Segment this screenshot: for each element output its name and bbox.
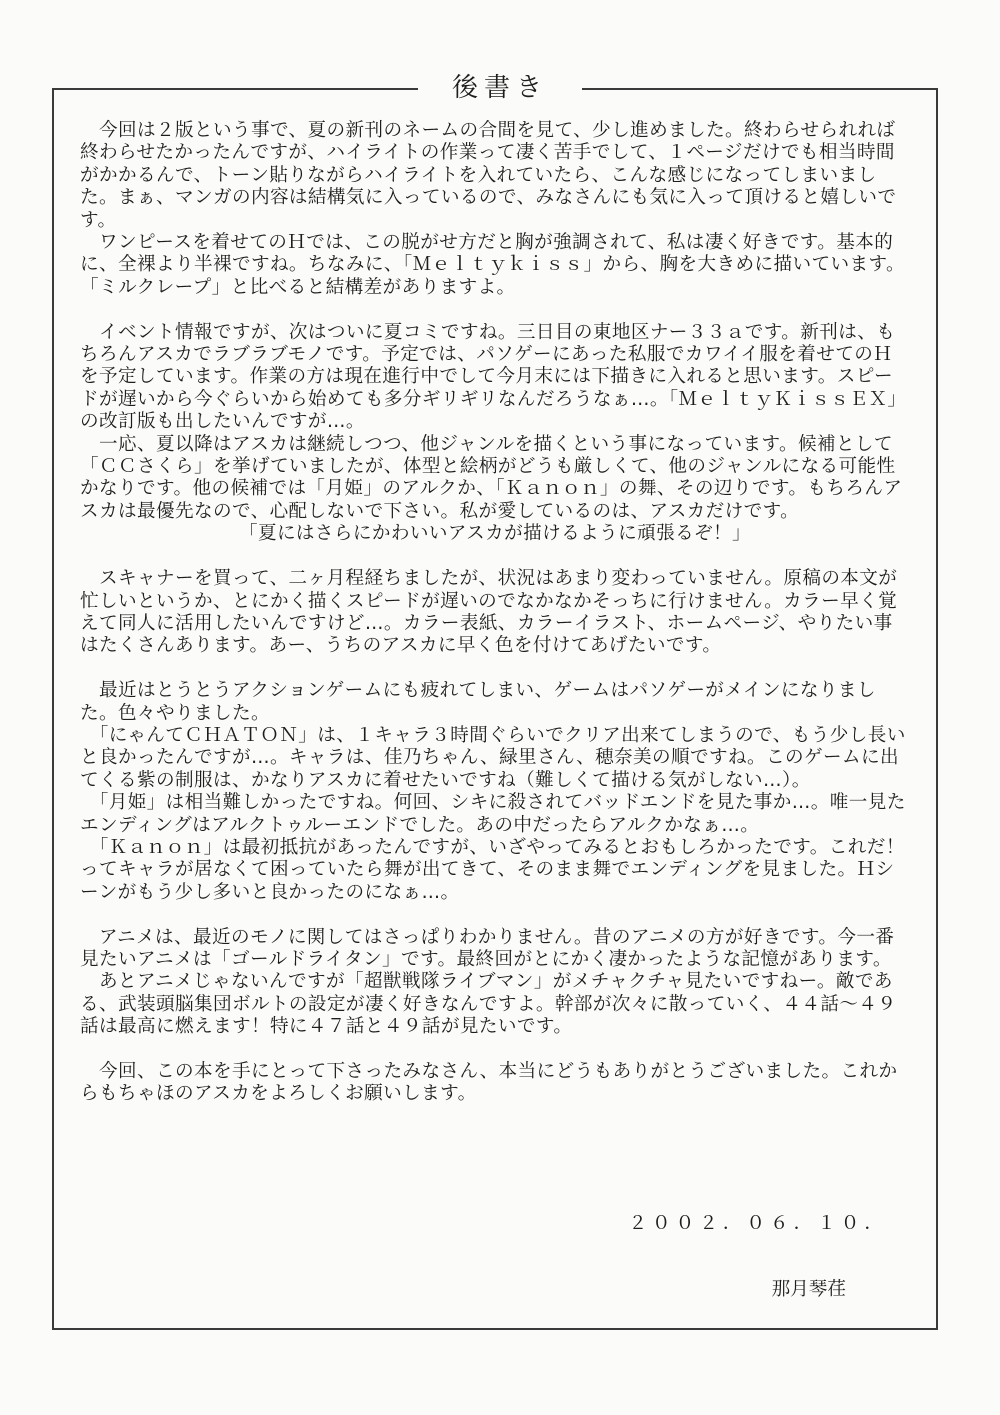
date-line: ２００２．０６．１０． (628, 1213, 888, 1234)
paragraph: アニメは、最近のモノに関してはさっぱりわかりません。昔のアニメの方が好きです。今一番見たいアニメは「ゴールドライタン」です。最終回がとにかく凄かったような記憶があります。 (80, 926, 895, 970)
paragraph-gap (80, 546, 910, 568)
paragraph-gap (80, 658, 910, 680)
author-name: 那月琴荏 (771, 1279, 846, 1300)
paragraph: スキャナーを買って、二ヶ月程経ちましたが、状況はあまり変わっていません。原稿の本文が忙しいというか、とにかく描くスピードが遅いのでなかなかそっちに行けません。カラー早く覚えて同人に活用したいんですけど…。カラー表紙、カラーイラスト、ホームページ、やりたい事はたくさんあります。あー、うちのアスカに早く色を付けてあげたいです。 (80, 568, 898, 657)
paragraph-gap (80, 1039, 910, 1061)
paragraph-gap (80, 904, 910, 926)
paragraph: 今回は２版という事で、夏の新刊のネームの合間を見て、少し進めました。終わらせられれば終わらせたかったんですが、ハイライトの作業って凄く苦手でして、１ページだけでも相当時間がかかるんで、トーン貼りながらハイライトを入れていたら、こんな感じになってしまいました。まぁ、マンガの内容は結構気に入っているので、みなさんにも気に入って頂けると嬉しいです。 (80, 120, 897, 231)
page-title: 後書き (418, 70, 582, 106)
paragraph: 「にゃんてＣＨＡＴＯＮ」は、１キャラ３時間ぐらいでクリア出来てしまうので、もう少し長いと良かったんですが…。キャラは、佳乃ちゃん、緑里さん、穂奈美の順ですね。このゲームに出てくる紫の制服は、かなりアスカに着せたいですね（難しくて描ける気がしない…）。 (80, 724, 906, 791)
paragraph: 最近はとうとうアクションゲームにも疲れてしまい、ゲームはパソゲーがメインになりました。色々やりました。 (80, 680, 876, 724)
paragraph: 「Ｋａｎｏｎ」は最初抵抗があったんですが、いざやってみるとおもしろかったです。これだ！ってキャラが居なくて困っていたら舞が出てきて、そのまま舞でエンディングを見ました。Ｈシーンがもう少し多いと良かったのになぁ…。 (80, 836, 905, 903)
paragraph: あとアニメじゃないんですが「超獣戦隊ライブマン」がメチャクチャ見たいですねー。敵である、武装頭脳集団ボルトの設定が凄く好きなんですよ。幹部が次々に散っていく、４４話～４９話は最高に燃えます！特に４７話と４９話が見たいです。 (80, 971, 897, 1038)
title-wrap (0, 70, 1000, 106)
paragraph: 一応、夏以降はアスカは継続しつつ、他ジャンルを描くという事になっています。候補として「ＣＣさくら」を挙げていましたが、体型と絵柄がどうも厳しくて、他のジャンルになる可能性かなりです。他の候補では「月姫」のアルクか、「Ｋａｎｏｎ」の舞、その辺りです。もちろんアスカは最優先なので、心配しないで下さい。私が愛しているのは、アスカだけです。 (80, 433, 903, 522)
centered-exclamation: 「夏にはさらにかわいいアスカが描けるように頑張るぞ！」 (238, 523, 752, 545)
paragraph-gap (80, 299, 910, 321)
paragraph: イベント情報ですが、次はついに夏コミですね。三日目の東地区ナー３３ａです。新刊は、もちろんアスカでラブラブモノです。予定では、パソゲーにあった私服でカワイイ服を着せてのＨを予定しています。作業の方は現在進行中でして今月末には下描きに入れると思います。スピードが遅いから今ぐらいから始めても多分ギリギリなんだろうなぁ…。「ＭｅｌｔｙＫｉｓｓＥＸ」の改訂版も出したいんですが…。 (80, 321, 907, 433)
paragraph: 「月姫」は相当難しかったですね。何回、シキに殺されてバッドエンドを見た事か…。唯一見たエンディングはアルクトゥルーエンドでした。あの中だったらアルクかなぁ…。 (80, 792, 906, 836)
afterword-body (80, 120, 910, 1106)
paragraph: 今回、この本を手にとって下さったみなさん、本当にどうもありがとうございました。これからもちゃほのアスカをよろしくお願いします。 (80, 1060, 898, 1105)
paragraph: ワンピースを着せてのＨでは、この脱がせ方だと胸が強調されて、私は凄く好きです。基本的に、全裸より半裸ですね。ちなみに、「Ｍｅｌｔｙｋｉｓｓ」から、胸を大きめに描いています。「ミルクレープ」と比べると結構差がありますよ。 (80, 232, 905, 298)
